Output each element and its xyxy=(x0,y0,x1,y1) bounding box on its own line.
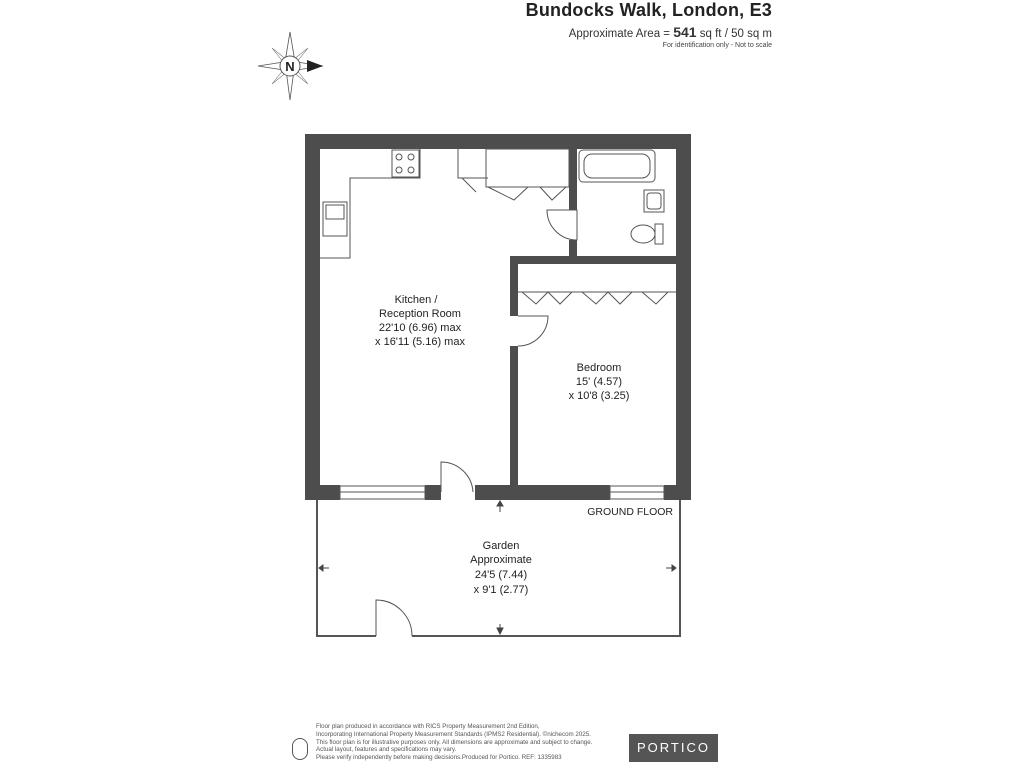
kitchen-name-2: Reception Room xyxy=(379,308,461,320)
footer-line: Floor plan produced in accordance with RICS Property Measurement 2nd Edition, xyxy=(316,723,540,730)
dimension-arrows xyxy=(319,501,676,634)
garden-outline xyxy=(317,500,680,636)
area-sqft: 541 xyxy=(673,24,697,40)
kitchen-dim-1: 22'10 (6.96) max xyxy=(378,322,462,334)
rics-person-icon xyxy=(292,738,308,760)
area-prefix: Approximate Area = xyxy=(568,28,674,40)
garden-dim-2: x 9'1 (2.77) xyxy=(473,584,529,596)
footer-line: Incorporating International Property Measurement Standards (IPMS2 Residential). ©nichecom 2025. xyxy=(316,730,591,738)
footer-line: This floor plan is for illustrative purposes only. All dimensions are approximate and subject to change. xyxy=(316,738,593,746)
kitchen-units xyxy=(320,149,569,258)
portico-logo: PORTICO xyxy=(629,734,718,762)
kitchen-dim-2: x 16'11 (5.16) max xyxy=(375,336,465,348)
bedroom-dim-2: x 10'8 (3.25) xyxy=(568,390,630,402)
garden-dim-1: 24'5 (7.44) xyxy=(474,569,528,581)
bedroom-name: Bedroom xyxy=(576,362,622,374)
area-suffix: sq ft / 50 sq m xyxy=(696,28,772,40)
walls xyxy=(305,134,691,500)
bedroom-dim-1: 15' (4.57) xyxy=(575,376,623,388)
footer-line: Please verify independently before making decisions.Produced for Portico. REF: 1335983 xyxy=(316,754,562,762)
kitchen-name-1: Kitchen / xyxy=(394,294,438,306)
footer-disclaimer xyxy=(316,723,636,762)
compass-icon xyxy=(258,32,323,100)
garden-name-1: Garden xyxy=(482,540,520,552)
garden-name-2: Approximate xyxy=(470,554,532,566)
scale-note: For identification only - Not to scale xyxy=(662,42,772,49)
bathroom-fixtures xyxy=(579,150,664,244)
wardrobe xyxy=(518,292,676,304)
compass-letter: N xyxy=(285,59,295,74)
property-title: Bundocks Walk, London, E3 xyxy=(525,0,772,20)
floor-label: GROUND FLOOR xyxy=(587,506,673,518)
footer-line: Actual layout, features and specifications may vary. xyxy=(316,746,457,754)
